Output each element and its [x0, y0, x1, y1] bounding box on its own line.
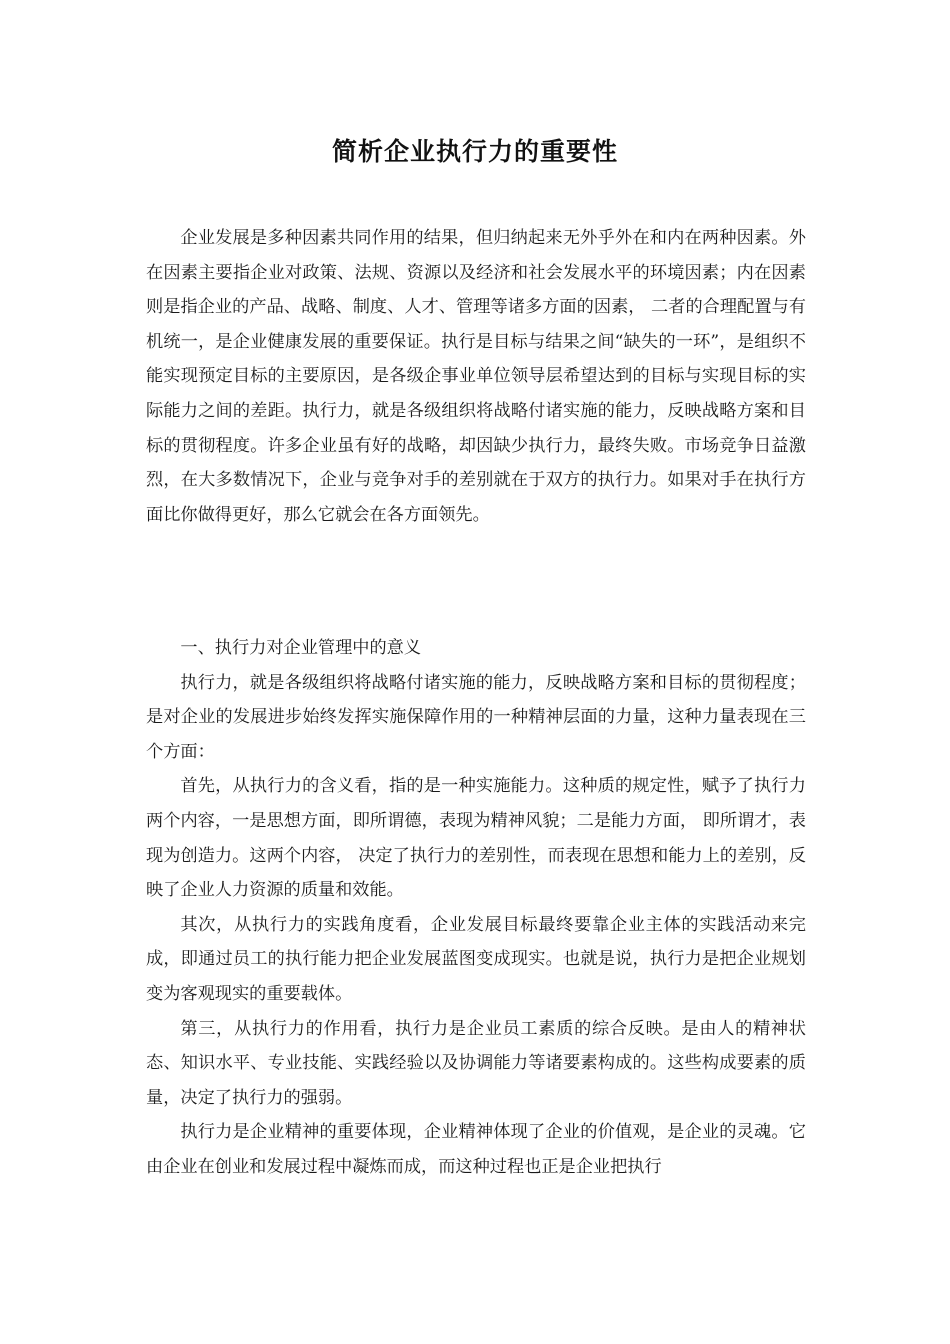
intro-block — [146, 221, 806, 532]
document-title: 简析企业执行力的重要性 — [331, 137, 618, 166]
section-paragraph: 第三，从执行力的作用看，执行力是企业员工素质的综合反映。是由人的精神状态、知识水平、专业技能、实践经验以及协调能力等诸要素构成的。这些构成要素的质量，决定了执行力的强弱。 — [146, 1018, 806, 1108]
section-1 — [146, 631, 806, 1185]
section-paragraph: 执行力，就是各级组织将战略付诸实施的能力，反映战略方案和目标的贯彻程度；是对企业的发展进步始终发挥实施保障作用的一种精神层面的力量，这种力量表现在三个方面： — [146, 672, 806, 762]
section-paragraph: 其次，从执行力的实践角度看，企业发展目标最终要靠企业主体的实践活动来完成，即通过员工的执行能力把企业发展蓝图变成现实。也就是说，执行力是把企业规划变为客观现实的重要载体。 — [146, 914, 806, 1004]
section-heading: 一、执行力对企业管理中的意义 — [180, 638, 422, 658]
section-paragraph: 首先，从执行力的含义看，指的是一种实施能力。这种质的规定性，赋予了执行力两个内容，一是思想方面，即所谓德，表现为精神风貌；二是能力方面， 即所谓才，表现为创造力。这两个内容， 决定了执行力的差别性，而表现在思想和能力上的差别，反映了企业人力资源的质量和效能。 — [146, 776, 806, 901]
section-paragraph: 执行力是企业精神的重要体现，企业精神体现了企业的价值观，是企业的灵魂。它由企业在创业和发展过程中凝炼而成，而这种过程也正是企业把执行 — [146, 1122, 806, 1177]
intro-paragraph: 企业发展是多种因素共同作用的结果，但归纳起来无外乎外在和内在两种因素。外在因素主要指企业对政策、法规、资源以及经济和社会发展水平的环境因素；内在因素则是指企业的产品、战略、制度、人才、管理等诸多方面的因素， 二者的合理配置与有机统一，是企业健康发展的重要保证。执行是目标与结果之间“缺失的一环”，是组织不能实现预定目标的主要原因，是各级企事业单位领导层希望达到的目标与实现目标的实际能力之间的差距。执行力，就是各级组织将战略付诸实施的能力，反映战略方案和目标的贯彻程度。许多企业虽有好的战略，却因缺少执行力，最终失败。市场竞争日益激烈，在大多数情况下，企业与竞争对手的差别就在于双方的执行力。如果对手在执行方面比你做得更好，那么它就会在各方面领先。 — [146, 228, 806, 525]
